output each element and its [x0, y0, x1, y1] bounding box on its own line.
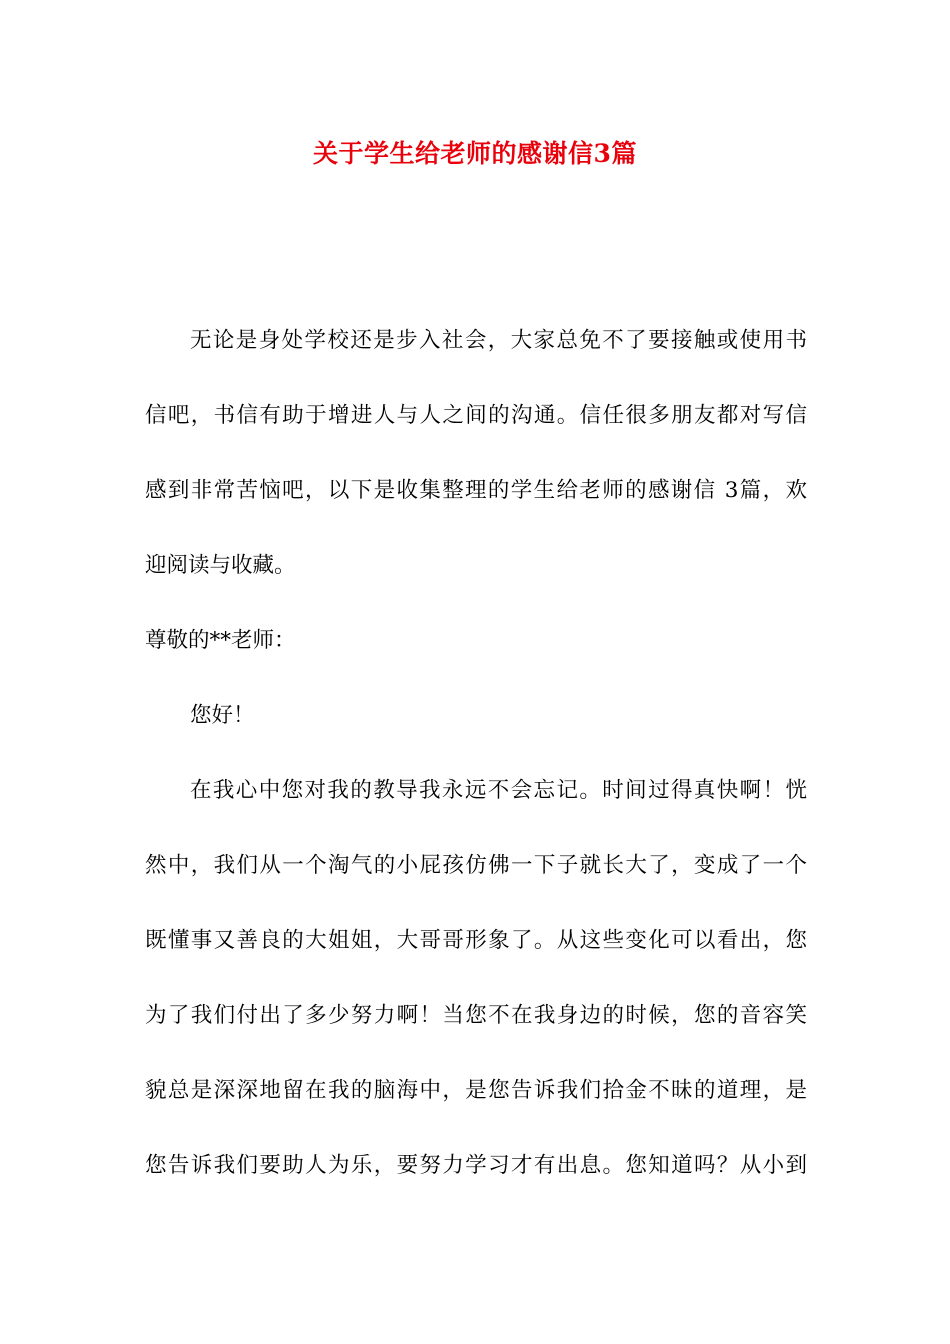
salutation: 尊敬的**老师： — [145, 628, 296, 653]
paragraph-line: 然中，我们从一个淘气的小屁孩仿佛一下子就长大了，变成了一个 — [145, 853, 807, 878]
paragraph-line: 貌总是深深地留在我的脑海中，是您告诉我们拾金不昧的道理，是 — [145, 1078, 807, 1103]
paragraph-line: 在我心中您对我的教导我永远不会忘记。时间过得真快啊！恍 — [190, 778, 807, 803]
paragraph-line: 信吧，书信有助于增进人与人之间的沟通。信任很多朋友都对写信 — [145, 403, 807, 428]
paragraph-line: 迎阅读与收藏。 — [145, 553, 296, 578]
greeting: 您好！ — [190, 703, 255, 728]
paragraph-line: 您告诉我们要助人为乐，要努力学习才有出息。您知道吗？从小到 — [145, 1153, 807, 1178]
paragraph-line: 既懂事又善良的大姐姐，大哥哥形象了。从这些变化可以看出，您 — [145, 928, 807, 953]
document-title: 关于学生给老师的感谢信3篇 — [313, 139, 637, 168]
paragraph-line: 感到非常苦恼吧，以下是收集整理的学生给老师的感谢信 3篇，欢 — [145, 478, 807, 503]
paragraph-line: 为了我们付出了多少努力啊！当您不在我身边的时候，您的音容笑 — [145, 1003, 807, 1028]
paragraph-line: 无论是身处学校还是步入社会，大家总免不了要接触或使用书 — [190, 328, 807, 353]
